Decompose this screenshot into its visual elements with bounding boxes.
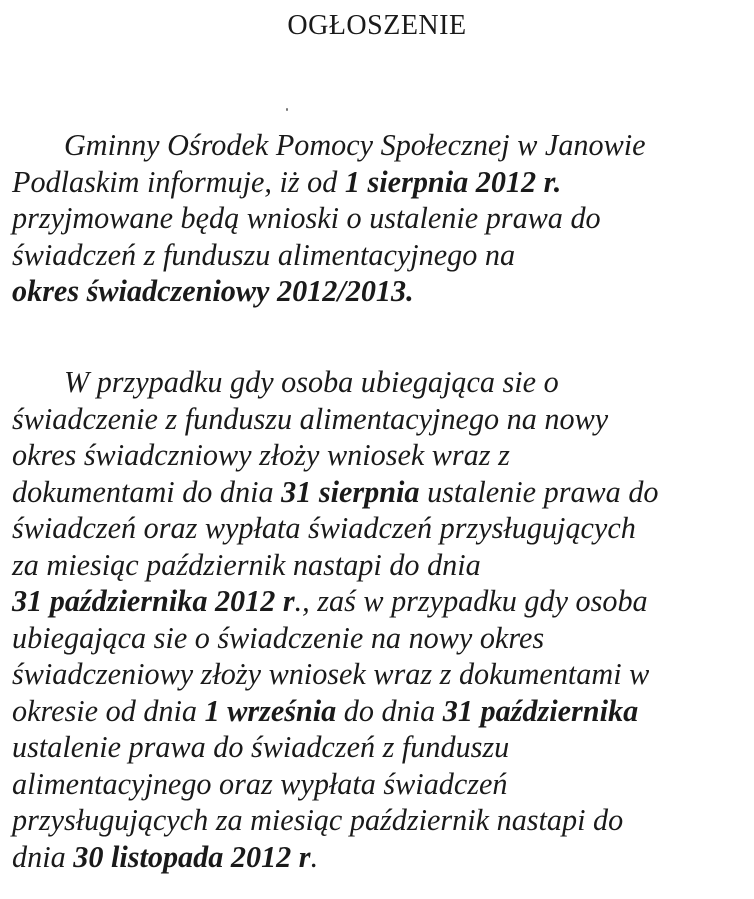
bold-text: 31 sierpnia [281,474,420,509]
text-run: przyjmowane będą wnioski o ustalenie prawa do [12,201,601,235]
text-line [12,583,742,620]
text-run: ., zaś w przypadku gdy osoba [294,584,648,618]
text-line [12,620,742,657]
text-line [12,401,742,438]
text-run: świadczeniowy złoży wniosek wraz z dokumentami w [12,657,650,691]
text-run: świadczenie z funduszu alimentacyjnego na nowy [12,401,609,436]
bold-text: 31 października 2012 r [12,584,295,618]
text-run: dnia [12,839,74,874]
text-run: za miesiąc październik nastapi do dnia [12,547,481,582]
text-run: ustalenie prawa do [419,474,659,509]
text-run: okres świadczniowy złoży wniosek wraz z [12,438,510,472]
text-run: dokumentami do dnia [12,474,282,509]
text-run: ustalenie prawa do świadczeń z funduszu [12,730,510,764]
text-run: ubiegająca sie o świadczenie na nowy okres [12,620,545,655]
text-run: Gminny Ośrodek Pomocy Społecznej w Janowie [64,128,646,162]
text-run: okresie od dnia [12,693,205,728]
text-line [12,237,742,274]
scan-speck [286,108,288,111]
text-line [12,693,742,730]
text-line [12,474,742,511]
text-run: świadczeń z funduszu alimentacyjnego na [12,237,516,272]
text-line [12,766,742,803]
paragraph-deadlines [12,364,742,875]
text-line [12,200,742,237]
bold-text: 30 listopada 2012 r [73,839,311,874]
text-line [12,802,742,839]
document-title: OGŁOSZENIE [287,10,467,41]
text-line [12,510,742,547]
paragraph-announcement [12,127,742,310]
text-run: . [310,839,319,874]
text-line [12,164,742,201]
text-run: świadczeń oraz wypłata świadczeń przysługujących [12,511,636,545]
bold-text: 1 września [204,693,337,728]
text-line [12,364,742,401]
bold-text: okres świadczeniowy 2012/2013. [12,274,414,308]
bold-text: 1 sierpnia 2012 r. [344,164,562,199]
text-line [12,547,742,584]
text-line [12,729,742,766]
text-run: przysługujących za miesiąc październik nastapi do [12,803,624,837]
text-run: W przypadku gdy osoba ubiegająca sie o [64,365,559,399]
bold-text: 31 października [442,693,639,728]
text-run: alimentacyjnego oraz wypłata świadczeń [12,766,508,801]
text-line [12,127,742,164]
text-line [12,839,742,876]
text-line [12,656,742,693]
text-run: do dnia [336,693,443,728]
text-line [12,437,742,474]
text-line [12,273,742,310]
text-run: Podlaskim informuje, iż od [12,164,345,199]
